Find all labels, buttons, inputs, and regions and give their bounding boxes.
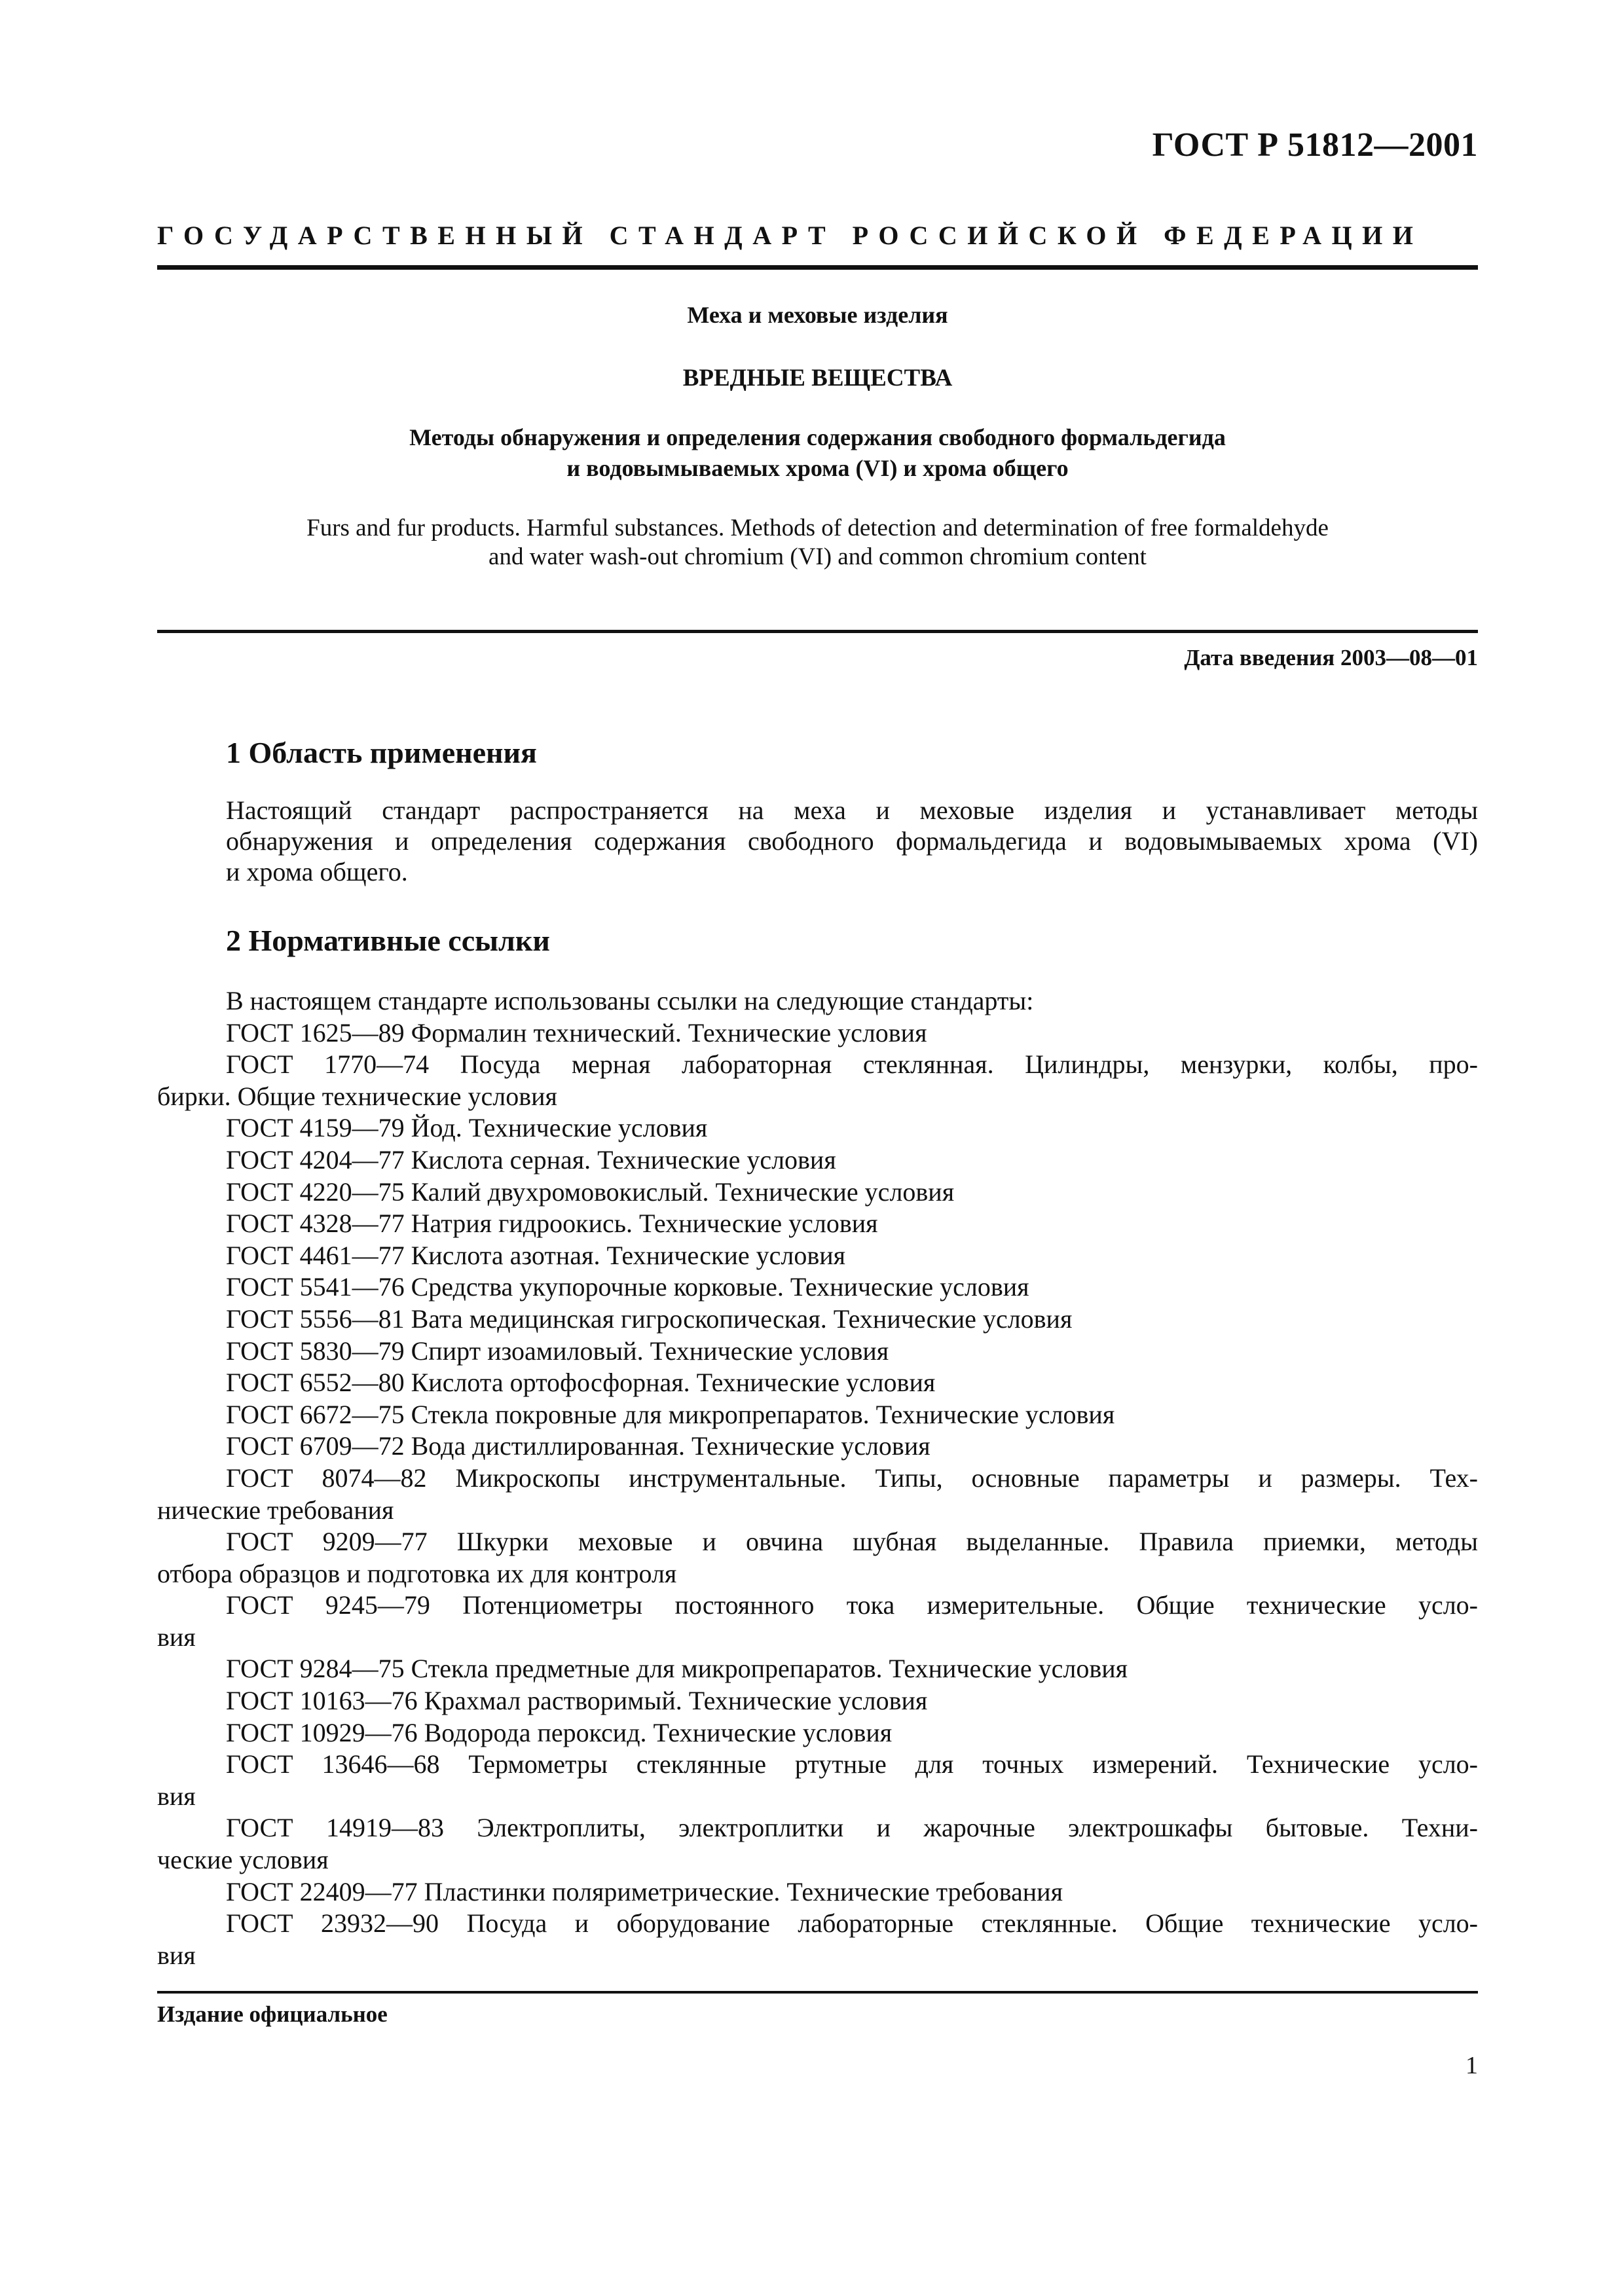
reference-line: ГОСТ 4461—77 Кислота азотная. Технические условия bbox=[226, 1240, 846, 1270]
section-2-heading: 2 Нормативные ссылки bbox=[226, 924, 550, 957]
state-standard-heading: ГОСУДАРСТВЕННЫЙ СТАНДАРТ РОССИЙСКОЙ ФЕДЕРАЦИИ bbox=[157, 221, 1424, 250]
title-subtitle-line-2: и водовымываемых хрома (VI) и хрома общего bbox=[566, 455, 1069, 481]
reference-line: отбора образцов и подготовка их для контроля bbox=[157, 1558, 677, 1588]
reference-line: ГОСТ 4328—77 Натрия гидроокись. Технические условия bbox=[226, 1209, 878, 1239]
reference-line: ГОСТ 14919—83 Электроплиты, электроплитки и жарочные электрошкафы бытовые. Техни- bbox=[226, 1813, 1478, 1843]
title-english-line-1: Furs and fur products. Harmful substances. Methods of detection and determination of free formaldehyde bbox=[306, 515, 1329, 541]
paragraph-line: Настоящий стандарт распространяется на меха и меховые изделия и устанавливает методы bbox=[226, 795, 1478, 825]
reference-line: ГОСТ 9209—77 Шкурки меховые и овчина шубная выделанные. Правила приемки, методы bbox=[226, 1527, 1478, 1557]
reference-line: ГОСТ 6552—80 Кислота ортофосфорная. Технические условия bbox=[226, 1368, 936, 1398]
reference-line: вия bbox=[157, 1622, 196, 1652]
reference-line: вия bbox=[157, 1781, 196, 1811]
footer-rule bbox=[157, 1991, 1478, 1994]
title-main: ВРЕДНЫЕ ВЕЩЕСТВА bbox=[682, 365, 953, 392]
reference-line: нические требования bbox=[157, 1495, 394, 1525]
reference-line: ГОСТ 22409—77 Пластинки поляриметрические. Технические требования bbox=[226, 1876, 1063, 1906]
reference-line: ГОСТ 9284—75 Стекла предметные для микропрепаратов. Технические условия bbox=[226, 1654, 1128, 1684]
reference-line: ГОСТ 6672—75 Стекла покровные для микропрепаратов. Технические условия bbox=[226, 1399, 1115, 1429]
reference-line: ГОСТ 5556—81 Вата медицинская гигроскопическая. Технические условия bbox=[226, 1303, 1073, 1334]
reference-line: ГОСТ 13646—68 Термометры стеклянные ртутные для точных измерений. Технические усло- bbox=[226, 1749, 1478, 1779]
title-group: Меха и меховые изделия bbox=[687, 302, 948, 328]
reference-line: ГОСТ 9245—79 Потенциометры постоянного тока измерительные. Общие технические усло- bbox=[226, 1590, 1478, 1620]
reference-line: В настоящем стандарте использованы ссылки на следующие стандарты: bbox=[226, 986, 1034, 1015]
title-subtitle-line-1: Методы обнаружения и определения содержания свободного формальдегида bbox=[409, 424, 1226, 450]
section-1-heading: 1 Область применения bbox=[226, 736, 537, 769]
reference-line: ГОСТ 5541—76 Средства укупорочные корковые. Технические условия bbox=[226, 1272, 1029, 1302]
reference-line: ГОСТ 4204—77 Кислота серная. Технические условия bbox=[226, 1144, 836, 1175]
reference-line: ческие условия bbox=[157, 1845, 329, 1875]
reference-line: ГОСТ 10929—76 Водорода пероксид. Технические условия bbox=[226, 1717, 893, 1747]
normative-references-list bbox=[157, 985, 1478, 1971]
title-english-line-2: and water wash-out chromium (VI) and common chromium content bbox=[488, 543, 1147, 570]
reference-line: ГОСТ 10163—76 Крахмал растворимый. Технические условия bbox=[226, 1686, 928, 1716]
reference-line: ГОСТ 23932—90 Посуда и оборудование лабораторные стеклянные. Общие технические усло- bbox=[226, 1908, 1478, 1939]
section-1-paragraph bbox=[157, 795, 1478, 887]
reference-line: ГОСТ 1770—74 Посуда мерная лабораторная стеклянная. Цилиндры, мензурки, колбы, про- bbox=[226, 1049, 1478, 1080]
document-code: ГОСТ Р 51812—2001 bbox=[1152, 126, 1478, 164]
official-edition-label: Издание официальное bbox=[157, 2001, 388, 2027]
reference-line: бирки. Общие технические условия bbox=[157, 1081, 557, 1111]
reference-line: ГОСТ 8074—82 Микроскопы инструментальные. Типы, основные параметры и размеры. Тех- bbox=[226, 1463, 1478, 1493]
reference-line: ГОСТ 4159—79 Йод. Технические условия bbox=[226, 1113, 708, 1143]
introduction-date: Дата введения 2003—08—01 bbox=[1184, 645, 1478, 670]
title-rule bbox=[157, 630, 1478, 633]
reference-line: ГОСТ 4220—75 Калий двухромовокислый. Технические условия bbox=[226, 1176, 955, 1207]
reference-line: вия bbox=[157, 1940, 196, 1970]
paragraph-line: и хрома общего. bbox=[226, 857, 408, 886]
page-number: 1 bbox=[1465, 2052, 1478, 2079]
reference-line: ГОСТ 1625—89 Формалин технический. Технические условия bbox=[226, 1017, 927, 1048]
reference-line: ГОСТ 5830—79 Спирт изоамиловый. Технические условия bbox=[226, 1336, 889, 1366]
top-rule bbox=[157, 265, 1478, 270]
paragraph-line: обнаружения и определения содержания свободного формальдегида и водовымываемых хрома (VI) bbox=[226, 826, 1478, 856]
reference-line: ГОСТ 6709—72 Вода дистиллированная. Технические условия bbox=[226, 1431, 931, 1461]
